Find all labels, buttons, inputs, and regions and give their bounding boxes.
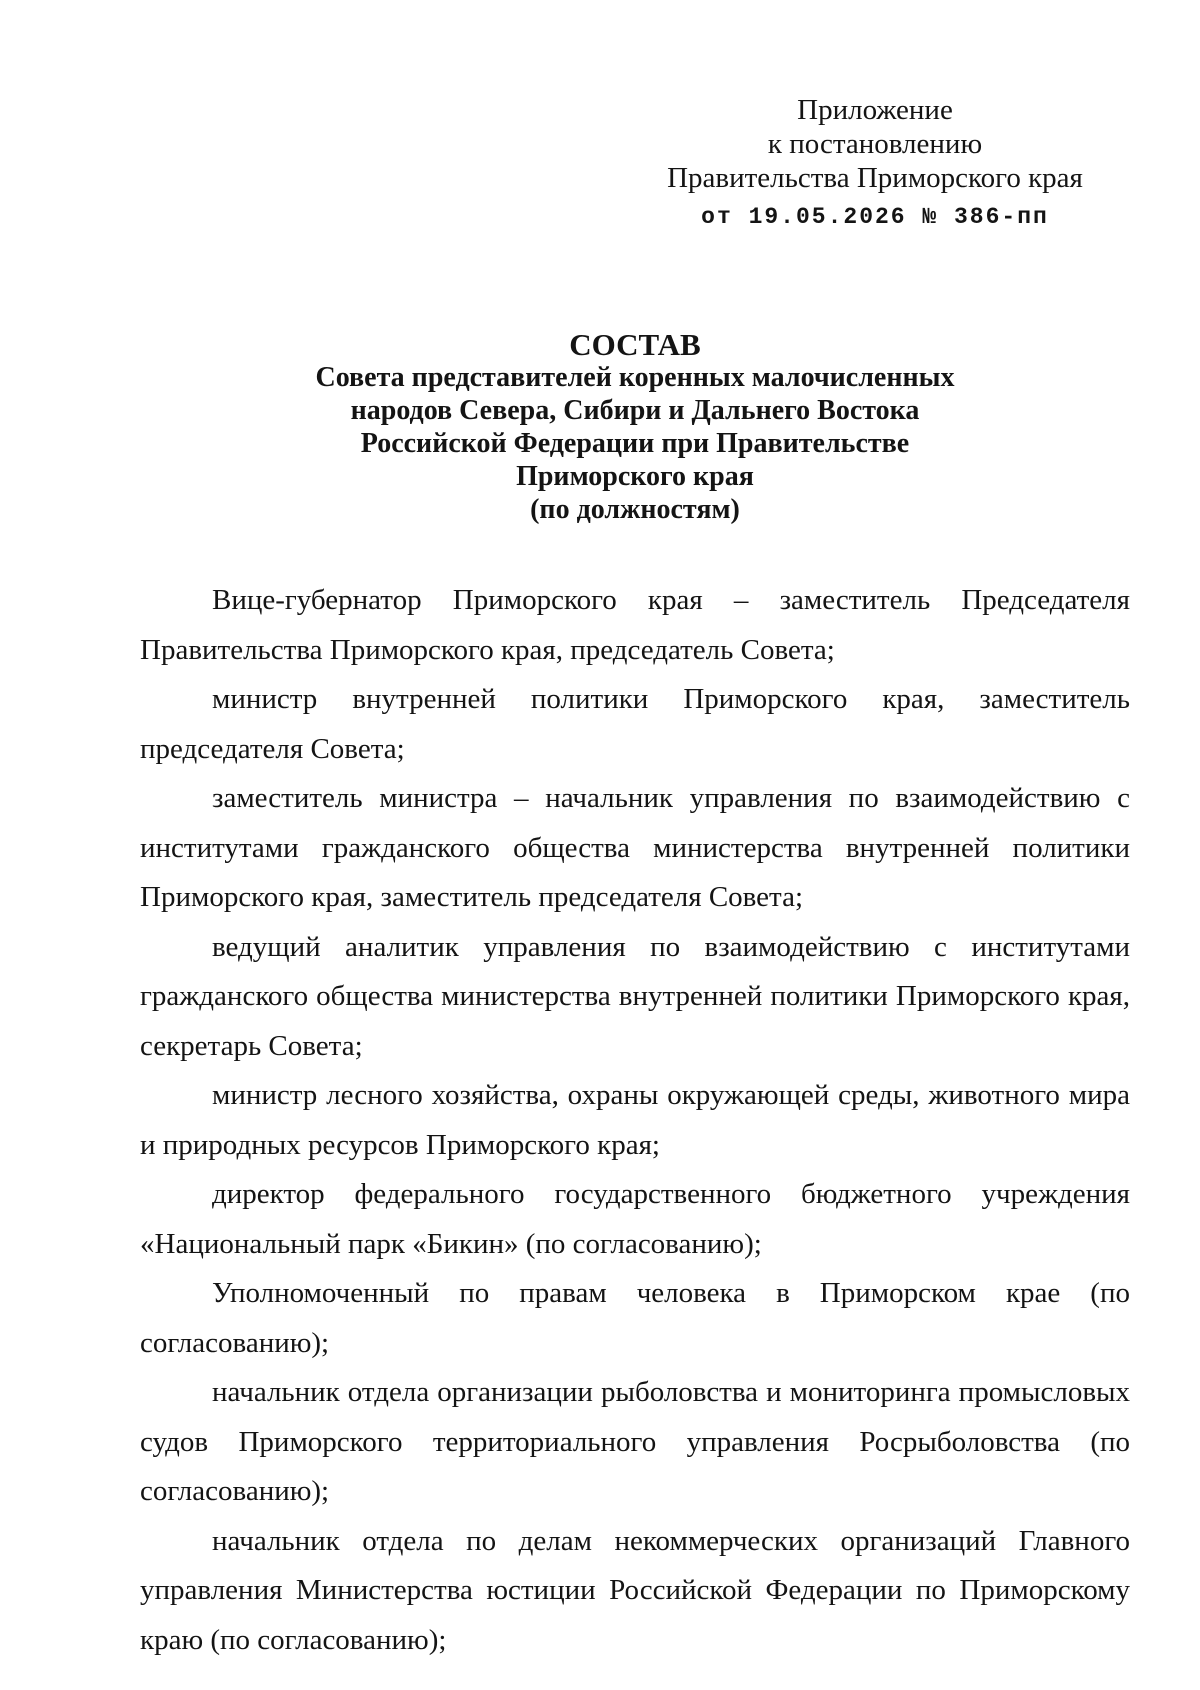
appendix-government: Правительства Приморского края [667, 162, 1083, 194]
member-item: начальник отдела организации рыболовства и мониторинга промысловых судов Приморского территориального управления Росрыболовства (по согласованию); [140, 1376, 1130, 1507]
member-item: директор федерального государственного бюджетного учреждения «Национальный парк «Бикин» (по согласованию); [140, 1178, 1130, 1260]
member-item: начальник отдела по делам некоммерческих организаций Главного управления Министерства юстиции Российской Федерации по Приморскому краю (по согласованию); [140, 1524, 1130, 1656]
member-item: министр внутренней политики Приморского края, заместитель председателя Совета; [140, 683, 1130, 765]
appendix-date-number: от 19.05.2026 № 386-пп [701, 204, 1049, 230]
member-item: министр лесного хозяйства, охраны окружающей среды, животного мира и природных ресурсов Приморского края; [140, 1079, 1130, 1161]
title-line: Совета представителей коренных малочисленных [315, 362, 955, 393]
title-line: Российской Федерации при Правительстве [360, 428, 910, 459]
member-item: ведущий аналитик управления по взаимодействию с институтами гражданского общества министерства внутренней политики Приморского края, секретарь Совета; [140, 930, 1130, 1062]
appendix-label: Приложение [797, 94, 953, 126]
title-line: Приморского края [516, 461, 754, 492]
member-item: Вице-губернатор Приморского края – заместитель Председателя Правительства Приморского края, председатель Совета; [140, 584, 1130, 666]
appendix-header [665, 93, 1085, 235]
members-list [140, 576, 1130, 1665]
title-subtitle: (по должностям) [530, 494, 740, 525]
title-line: народов Севера, Сибири и Дальнего Востока [350, 395, 920, 426]
member-item: Уполномоченный по правам человека в Приморском крае (по согласованию); [140, 1277, 1130, 1359]
appendix-resolution-ref: к постановлению [767, 128, 983, 160]
document-title: СОСТАВ [569, 327, 701, 362]
member-item: заместитель министра – начальник управления по взаимодействию с институтами гражданского общества министерства внутренней политики Приморского края, заместитель председателя Совета; [140, 782, 1130, 913]
document-title-block [140, 327, 1130, 526]
